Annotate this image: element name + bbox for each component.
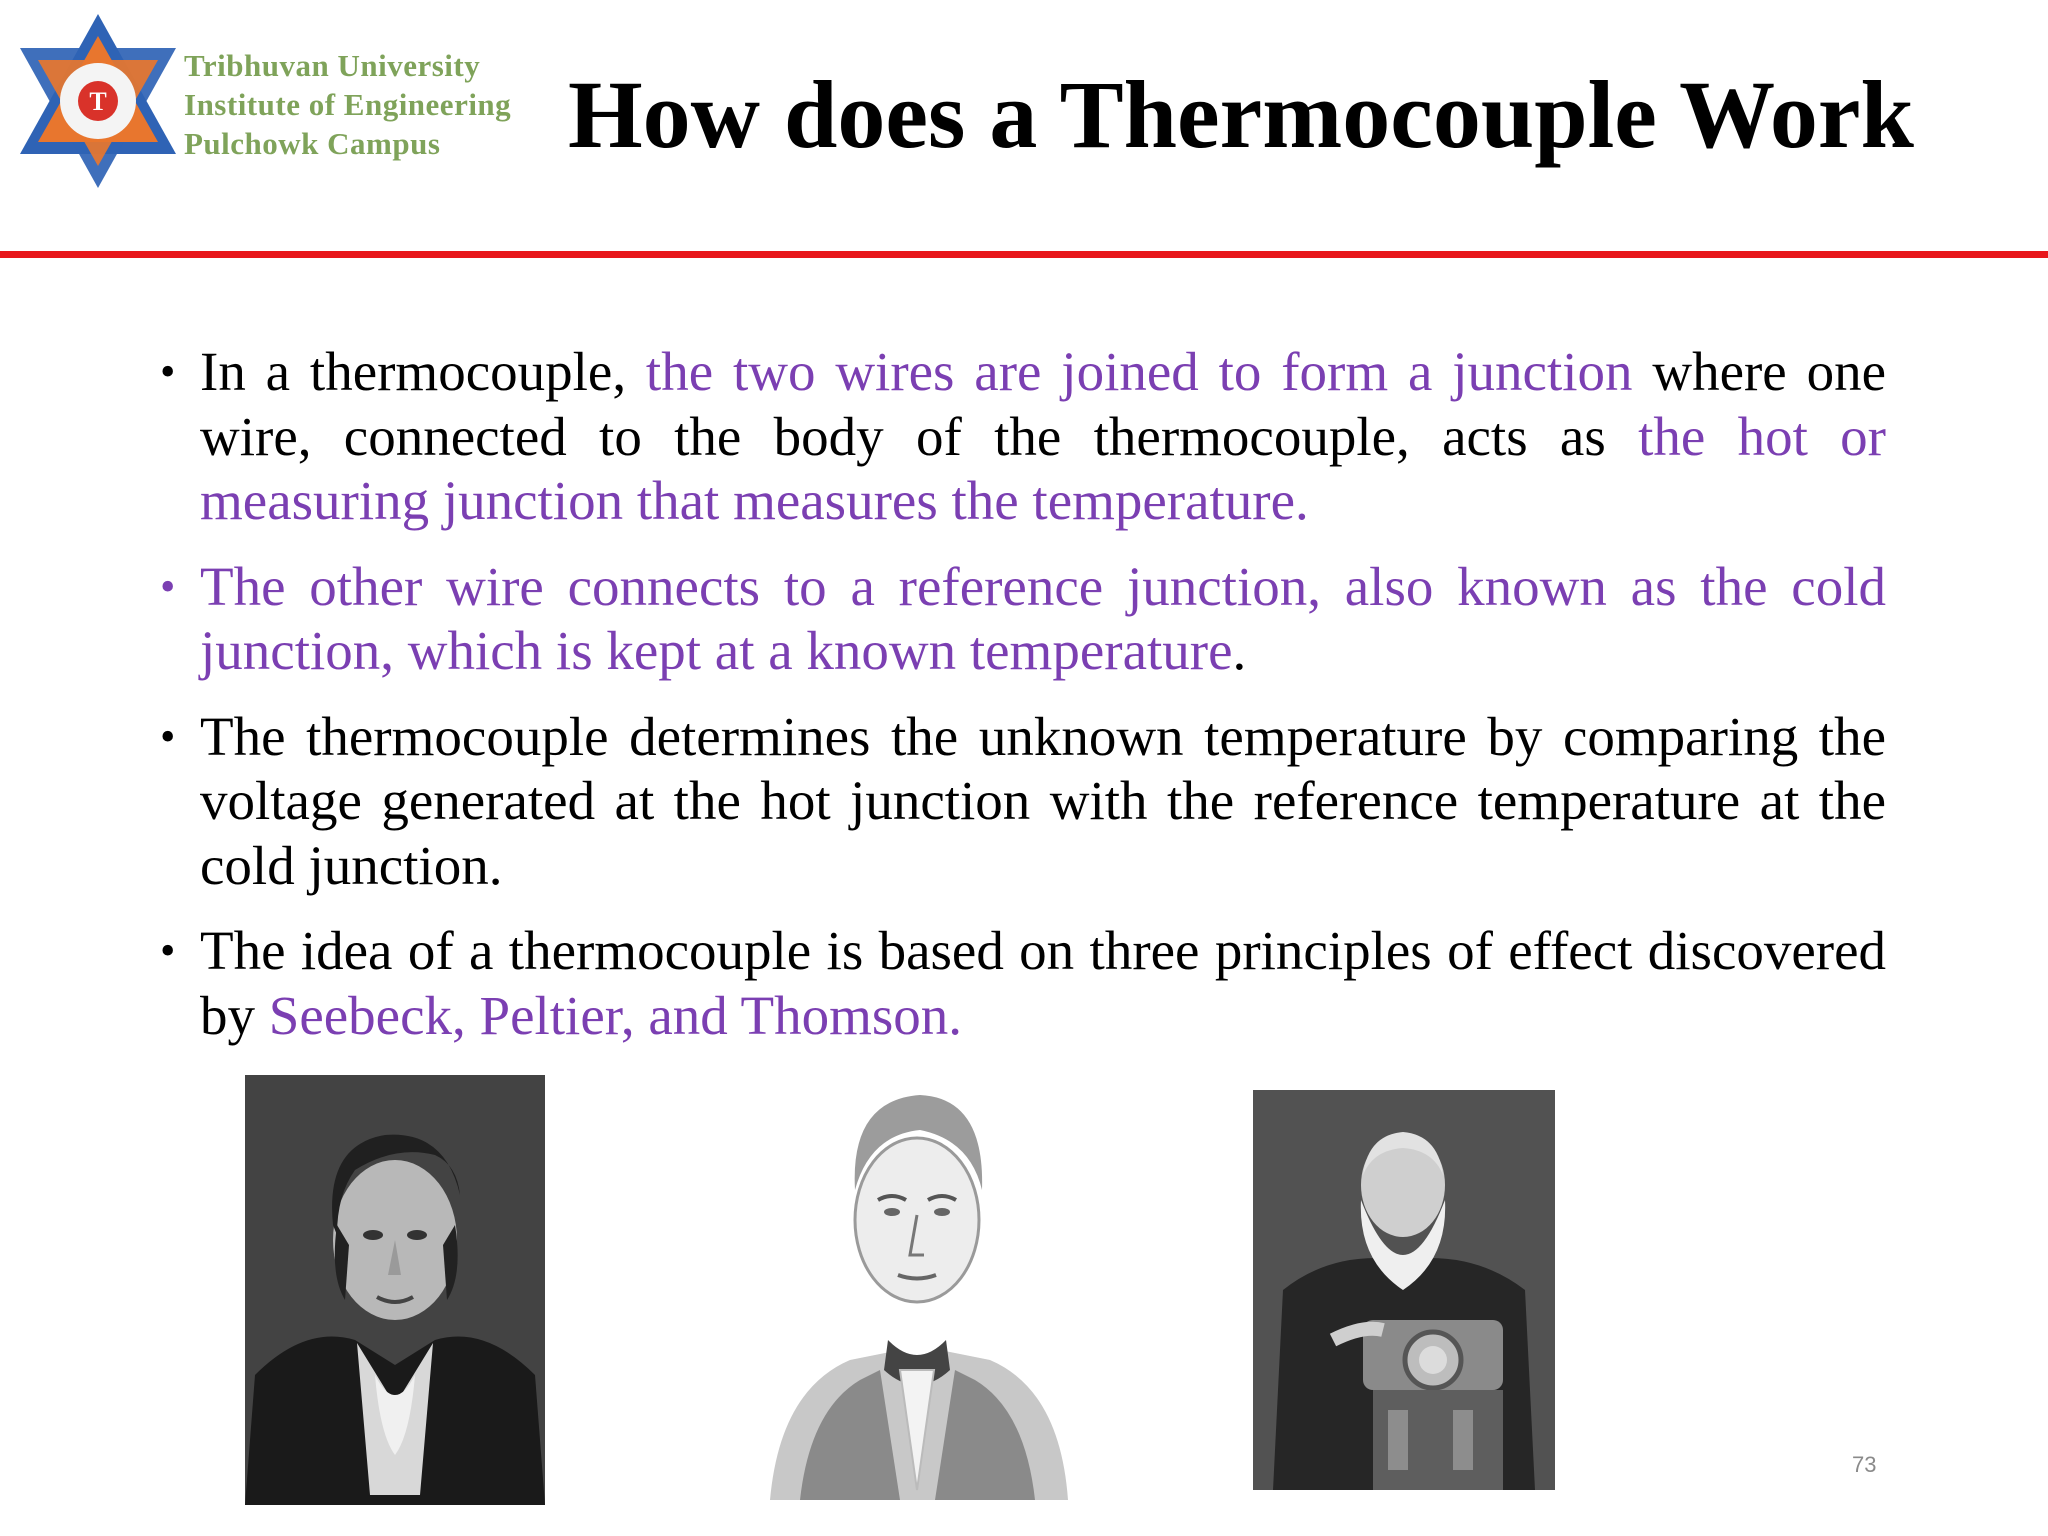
institution-line-university: Tribhuvan University (184, 48, 481, 83)
slide-title: How does a Thermocouple Work (568, 61, 1914, 168)
institution-line-campus: Pulchowk Campus (184, 126, 441, 161)
bullet-list (160, 340, 1886, 1069)
bullet-dot-icon: • (160, 711, 176, 761)
portrait-peltier-image (760, 1070, 1075, 1500)
bullet-measurement-principle (160, 705, 1886, 899)
institution-text (184, 46, 511, 163)
portrait-thomson-image (1253, 1090, 1555, 1490)
bullet-2-highlight: The other wire connects to a reference junction, also known as the cold junction, which is kept at a known temperature (200, 555, 1886, 681)
svg-text:T: T (89, 87, 107, 116)
bullet-4-highlight: Seebeck, Peltier, and Thomson. (268, 984, 963, 1046)
portrait-thomson (1253, 1090, 1555, 1490)
portrait-peltier (760, 1070, 1075, 1500)
bullet-1-text-a: In a thermocouple, (200, 341, 646, 402)
institution-logo (8, 6, 608, 196)
bullet-3-text: The thermocouple determines the unknown temperature by comparing the voltage generated at the hot junction with the reference temperature at the cold junction. (200, 705, 1886, 896)
bullet-2-period: . (1232, 620, 1247, 681)
bullet-4-text: The idea of a thermocouple is based on three principles of effect discovered by (200, 920, 1886, 1046)
bullet-1-highlight-a: the two wires are joined to form a junction (645, 341, 1633, 402)
institution-line-institute: Institute of Engineering (184, 87, 512, 122)
bullet-dot-icon: • (160, 347, 176, 396)
bullet-1-text-b: where one wire, connected to the body of the thermocouple, acts as (200, 341, 1886, 467)
slide-number: 73 (1852, 1452, 1877, 1477)
title-divider (0, 251, 2048, 258)
bullet-three-effects (160, 919, 1886, 1048)
bullet-dot-icon: • (160, 926, 176, 975)
bullet-reference-junction (160, 555, 1886, 684)
bullet-1-highlight-b: the hot or measuring junction that measures the temperature. (200, 405, 1886, 531)
portrait-seebeck-image (245, 1075, 545, 1505)
university-emblem-icon (8, 6, 188, 196)
bullet-dot-icon: • (160, 561, 176, 611)
portrait-seebeck (245, 1075, 545, 1505)
bullet-junction-definition (160, 340, 1886, 534)
